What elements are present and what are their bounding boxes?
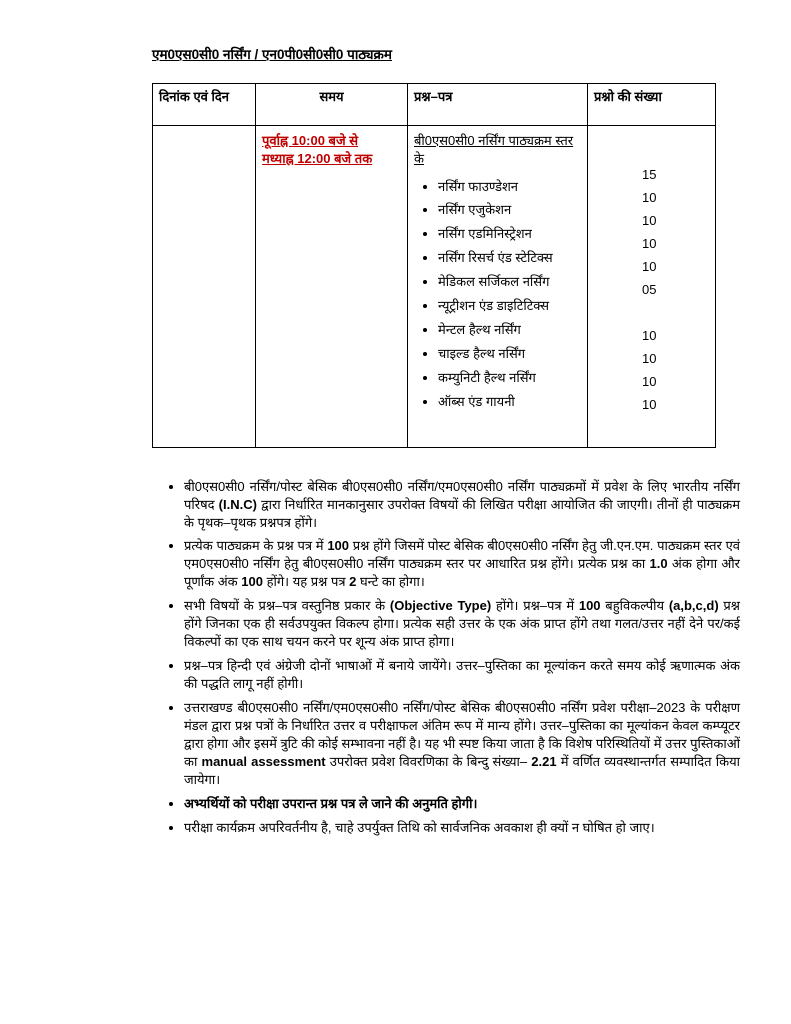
exam-schedule-table — [152, 83, 716, 448]
note-item-1: • बी0एस0सी0 नर्सिंग/पोस्ट बेसिक बी0एस0सी0 नर्सिंग/एम0एस0सी0 नर्सिंग पाठ्यक्रमों में प्रवेश के लिए भारतीय नर्सिंग परिषद (I.N.C) द्वारा निर्धारित मानकानुसार उपरोक्त विषयों की लिखित परीक्षा आयोजित की जाएगी। तीनों ही पाठ्यक्रम के पृथक–पृथक प्रश्नपत्र होंगे। — [184, 478, 740, 532]
note-item-2: • प्रत्येक पाठ्यक्रम के प्रश्न पत्र में 100 प्रश्न होंगे जिसमें पोस्ट बेसिक बी0एस0सी0 नर्सिंग हेतु जी.एन.एम. पाठ्यक्रम स्तर एवं एम0एस0सी0 नर्सिंग हेतु बी0एस0सी0 नर्सिंग पाठ्यक्रम स्तर पर आधारित प्रश्न होंगे। प्रत्येक प्रश्न का 1.0 अंक होगा और पूर्णांक अंक 100 होंगे। यह प्रश्न पत्र 2 घन्टे का होगा। — [184, 537, 740, 591]
subject-item-4: • नर्सिंग रिसर्च एंड स्टेटिक्स — [438, 249, 581, 267]
count-value-6: 05 — [642, 281, 657, 297]
subject-item-6: • न्यूट्रीशन एंड डाइटिटिक्स — [438, 297, 581, 315]
header-question-count: प्रश्नो की संख्या — [588, 83, 716, 125]
note-item-5: • उत्तराखण्ड बी0एस0सी0 नर्सिंग/एम0एस0सी0 नर्सिंग/पोस्ट बेसिक बी0एस0सी0 नर्सिंग प्रवेश परीक्षा–2023 के परीक्षण मंडल द्वारा प्रश्न पत्रों के निर्धारित उत्तर व परीक्षाफल अंतिम रूप में मान्य होंगे। उत्तर–पुस्तिका का मूल्यांकन केवल कम्प्यूटर द्वारा होगा और इसमें त्रुटि की कोई सम्भावना नहीं है। यह भी स्पष्ट किया जाता है कि विशेष परिस्थितियों में उत्तर पुस्तिकाओं का manual assessment उपरोक्त प्रवेश विवरणिका के बिन्दु संख्या– 2.21 में वर्णित व्यवस्थान्तर्गत सम्पादित किया जायेगा। — [184, 699, 740, 789]
count-value-4: 10 — [642, 235, 657, 251]
note-item-7: • परीक्षा कार्यक्रम अपरिवर्तनीय है, चाहे उपर्युक्त तिथि को सार्वजनिक अवकाश ही क्यों न घोषित हो जाए। — [184, 819, 740, 837]
subject-item-3: • नर्सिंग एडमिनिस्ट्रेशन — [438, 225, 581, 243]
subject-item-10: • ऑब्स एंड गायनी — [438, 393, 581, 411]
exam-time — [262, 130, 401, 168]
count-value-2: 10 — [642, 189, 657, 205]
count-value-7: 10 — [642, 327, 657, 343]
note-item-4: • प्रश्न–पत्र हिन्दी एवं अंग्रेजी दोनों भाषाओं में बनाये जायेंगे। उत्तर–पुस्तिका का मूल्यांकन करते समय कोई ऋणात्मक अंक की पद्धति लागू नहीं होगी। — [184, 657, 740, 693]
subject-list — [414, 178, 581, 411]
header-date-day: दिनांक एवं दिन — [153, 83, 256, 125]
count-value-1: 15 — [642, 166, 657, 182]
header-question-paper: प्रश्न–पत्र — [408, 83, 588, 125]
subject-item-7: • मेन्टल हैल्थ नर्सिंग — [438, 321, 581, 339]
count-value-9: 10 — [642, 373, 657, 389]
exam-time-line1: पूर्वाह्न 10:00 बजे से — [262, 132, 359, 148]
subject-item-9: • कम्युनिटी हैल्थ नर्सिंग — [438, 369, 581, 387]
header-time: समय — [256, 83, 408, 125]
cell-question-count — [588, 125, 716, 447]
subject-item-5: • मेडिकल सर्जिकल नर्सिंग — [438, 273, 581, 291]
count-value-10: 10 — [642, 396, 657, 412]
table-header-row — [153, 83, 716, 125]
cell-question-paper — [408, 125, 588, 447]
note-item-3: • सभी विषयों के प्रश्न–पत्र वस्तुनिष्ठ प्रकार के (Objective Type) होंगे। प्रश्न–पत्र में 100 बहुविकल्पीय (a,b,c,d) प्रश्न होंगे जिनका एक ही सर्वउपयुक्त विकल्प होगा। प्रत्येक सही उत्तर के एक अंक प्राप्त होंगे तथा गलत/उत्तर नहीं देने पर/कई विकल्पों का एक साथ चयन करने पर शून्य अंक प्राप्त होगा। — [184, 597, 740, 651]
count-value-3: 10 — [642, 212, 657, 228]
cell-date-day — [153, 125, 256, 447]
page-title: एम0एस0सी0 नर्सिंग / एन0पी0सी0सी0 पाठ्यक्रम — [152, 47, 392, 62]
note-item-6: • अभ्यर्थियों को परीक्षा उपरान्त प्रश्न पत्र ले जाने की अनुमति होगी। — [184, 795, 740, 813]
notes-list — [162, 478, 740, 837]
counts-column — [594, 130, 709, 413]
subject-item-2: • नर्सिंग एजुकेशन — [438, 201, 581, 219]
exam-time-line2: मध्याह्न 12:00 बजे तक — [262, 150, 373, 166]
count-value-8: 10 — [642, 350, 657, 366]
subject-item-1: • नर्सिंग फाउण्डेशन — [438, 178, 581, 196]
subject-item-8: • चाइल्ड हैल्थ नर्सिंग — [438, 345, 581, 363]
cell-time — [256, 125, 408, 447]
table-body-row — [153, 125, 716, 447]
paper-level-heading: बी0एस0सी0 नर्सिंग पाठ्यक्रम स्तर के — [414, 132, 574, 166]
count-value-5: 10 — [642, 258, 657, 274]
